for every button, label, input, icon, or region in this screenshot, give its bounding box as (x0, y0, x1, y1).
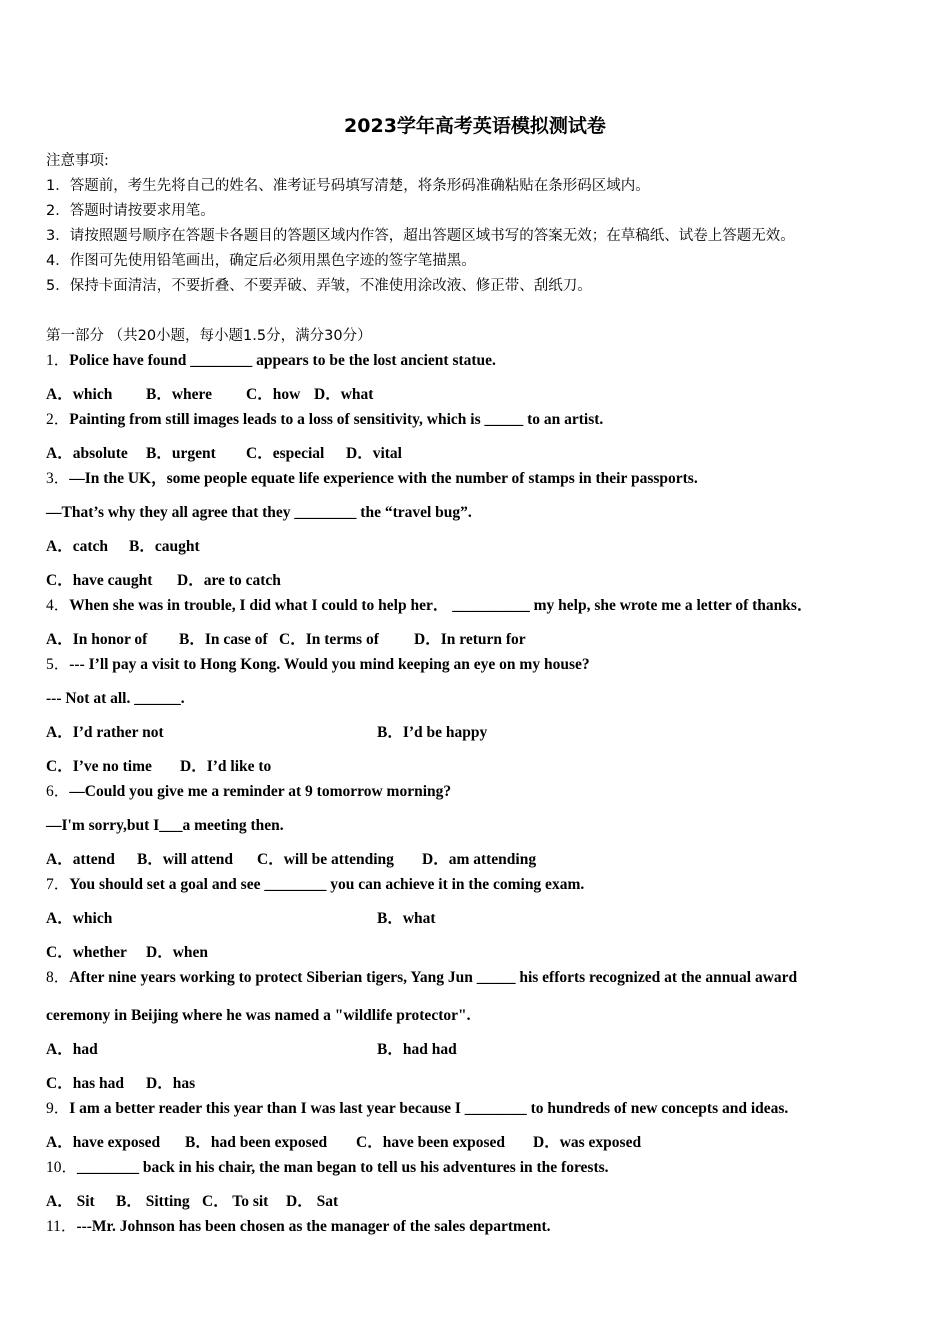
question-number: 2． (46, 411, 70, 428)
option-c[interactable]: C．will be attending (257, 851, 394, 868)
question-7 (46, 875, 584, 895)
question-text: I am a better reader this year than I was last year because I ________ to hundreds of new concepts and ideas. (69, 1100, 789, 1117)
option-a[interactable]: A．absolute (46, 445, 128, 462)
options-row (46, 1074, 195, 1094)
options-row (46, 723, 164, 743)
option-c[interactable]: C． To sit (202, 1193, 269, 1210)
options-row (46, 909, 112, 929)
option-d[interactable]: D．what (314, 386, 374, 403)
notice-item: 4．作图可先使用铅笔画出，确定后必须用黑色字迹的签字笔描黑。 (46, 253, 476, 269)
question-number: 5． (46, 656, 70, 673)
question-5 (46, 655, 590, 675)
page-title: 2023学年高考英语模拟测试卷 (344, 115, 606, 137)
option-c[interactable]: C．especial (246, 445, 325, 462)
option-d[interactable]: D．are to catch (177, 572, 281, 589)
question-3 (46, 469, 698, 489)
question-number: 7． (46, 876, 70, 893)
question-text: ________ back in his chair, the man began to tell us his adventures in the forests. (77, 1159, 609, 1176)
question-text: Painting from still images leads to a loss of sensitivity, which is _____ to an artist. (69, 411, 604, 428)
option-b[interactable]: B．where (146, 386, 213, 403)
option-d[interactable]: D．vital (346, 445, 402, 462)
question-6-reply: —I'm sorry,but I___a meeting then. (46, 817, 284, 834)
question-10 (46, 1158, 609, 1178)
option-a[interactable]: A．I’d rather not (46, 724, 164, 741)
options-row (46, 1040, 98, 1060)
question-3-reply: —That’s why they all agree that they ________ the “travel bug”. (46, 504, 472, 521)
option-c[interactable]: C．has had (46, 1075, 124, 1092)
question-number: 1． (46, 352, 70, 369)
option-a[interactable]: A． Sit (46, 1193, 95, 1210)
question-text: Police have found ________ appears to be the lost ancient statue. (69, 352, 496, 369)
notice-item: 1．答题前，考生先将自己的姓名、准考证号码填写清楚，将条形码准确粘贴在条形码区域内。 (46, 178, 650, 194)
option-c[interactable]: C．In terms of (279, 631, 379, 648)
option-a[interactable]: A．In honor of (46, 631, 148, 648)
option-a[interactable]: A．had (46, 1041, 98, 1058)
question-number: 10． (46, 1159, 78, 1176)
option-a[interactable]: A．have exposed (46, 1134, 161, 1151)
option-b[interactable]: B．what (377, 910, 436, 927)
notice-item: 3．请按照题号顺序在答题卡各题目的答题区域内作答，超出答题区域书写的答案无效；在草稿纸、试卷上答题无效。 (46, 228, 795, 244)
option-d[interactable]: D．has (146, 1075, 196, 1092)
options-row (46, 757, 271, 777)
options-row (46, 385, 373, 405)
question-text: ---Mr. Johnson has been chosen as the manager of the sales department. (76, 1218, 551, 1235)
question-text: After nine years working to protect Siberian tigers, Yang Jun _____ his efforts recognized at the annual award (69, 969, 798, 986)
options-row (46, 850, 536, 870)
option-b[interactable]: B．I’d be happy (377, 724, 488, 741)
question-number: 11． (46, 1218, 77, 1235)
option-c[interactable]: C．I’ve no time (46, 758, 152, 775)
options-row (46, 1192, 338, 1212)
question-2 (46, 410, 603, 430)
question-text: —In the UK，some people equate life experience with the number of stamps in their passports. (69, 470, 698, 487)
question-5-reply: --- Not at all. ______. (46, 690, 185, 707)
question-number: 4． (46, 597, 70, 614)
question-number: 6． (46, 783, 70, 800)
section-heading: 第一部分 （共20小题，每小题1.5分，满分30分） (46, 328, 372, 344)
option-b[interactable]: B．urgent (146, 445, 216, 462)
option-d[interactable]: D．was exposed (533, 1134, 642, 1151)
options-row (46, 943, 208, 963)
notice-item: 5．保持卡面清洁，不要折叠、不要弄破、弄皱，不准使用涂改液、修正带、刮纸刀。 (46, 278, 592, 294)
question-text: --- I’ll pay a visit to Hong Kong. Would you mind keeping an eye on my house? (69, 656, 590, 673)
option-b[interactable]: B． Sitting (116, 1193, 190, 1210)
option-a[interactable]: A．which (46, 386, 113, 403)
option-d[interactable]: D． Sat (286, 1193, 339, 1210)
options-row (46, 1133, 641, 1153)
option-d[interactable]: D．I’d like to (180, 758, 272, 775)
option-c[interactable]: C．how (246, 386, 301, 403)
notice-item: 2．答题时请按要求用笔。 (46, 203, 215, 219)
question-number: 3． (46, 470, 70, 487)
option-a[interactable]: A．catch (46, 538, 108, 555)
option-b[interactable]: B．had been exposed (185, 1134, 328, 1151)
option-c[interactable]: C．whether (46, 944, 127, 961)
option-a[interactable]: A．attend (46, 851, 115, 868)
question-text: When she was in trouble, I did what I could to help her． __________ my help, she wrote me a letter of thanks． (69, 597, 813, 614)
options-row (46, 444, 402, 464)
option-d[interactable]: D．when (146, 944, 209, 961)
question-number: 8． (46, 969, 70, 986)
notice-heading: 注意事项: (46, 153, 109, 169)
question-9 (46, 1099, 788, 1119)
question-1 (46, 351, 496, 371)
question-6 (46, 782, 451, 802)
question-text: —Could you give me a reminder at 9 tomorrow morning? (69, 783, 452, 800)
option-d[interactable]: D．In return for (414, 631, 526, 648)
question-11 (46, 1217, 550, 1237)
option-b[interactable]: B．caught (129, 538, 200, 555)
question-number: 9． (46, 1100, 70, 1117)
options-row (46, 571, 281, 591)
option-c[interactable]: C．have been exposed (356, 1134, 505, 1151)
question-text: You should set a goal and see ________ you can achieve it in the coming exam. (69, 876, 585, 893)
option-b[interactable]: B．had had (377, 1041, 457, 1058)
option-d[interactable]: D．am attending (422, 851, 537, 868)
option-b[interactable]: B．In case of (179, 631, 268, 648)
option-b[interactable]: B．will attend (137, 851, 234, 868)
question-8-continued: ceremony in Beijing where he was named a "wildlife protector". (46, 1007, 471, 1024)
option-c[interactable]: C．have caught (46, 572, 153, 589)
options-row (46, 630, 526, 650)
options-row (46, 537, 200, 557)
option-a[interactable]: A．which (46, 910, 113, 927)
question-8 (46, 968, 797, 988)
question-4 (46, 596, 812, 616)
